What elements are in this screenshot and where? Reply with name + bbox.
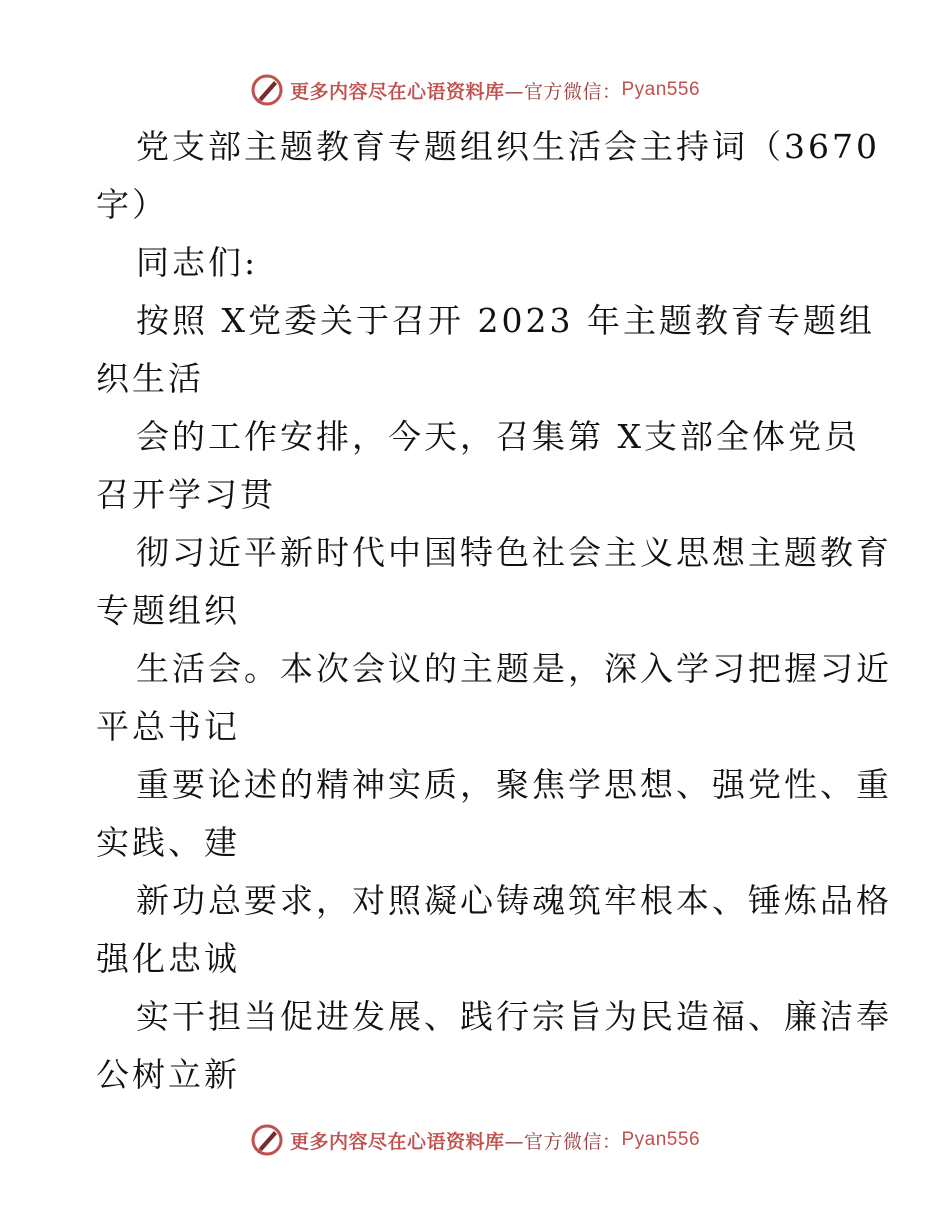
doc-line: 彻习近平新时代中国特色社会主义思想主题教育 [136, 533, 892, 572]
doc-line: 重要论述的精神实质，聚焦学思想、强党性、重 [136, 765, 892, 804]
doc-line: 公树立新 [96, 1055, 240, 1094]
watermark-banner-bottom [0, 1120, 950, 1160]
doc-line: 平总书记 [96, 707, 240, 746]
doc-line: 织生活 [96, 359, 204, 398]
watermark-text-main: 更多内容尽在心语资料库 [289, 1130, 505, 1153]
doc-line: 生活会。本次会议的主题是，深入学习把握习近 [136, 649, 892, 688]
doc-line: 字） [96, 185, 168, 224]
watermark-text-sep: —官方微信： [504, 80, 622, 103]
watermark-text-id: Pyan556 [621, 1129, 701, 1150]
doc-line: 党支部主题教育专题组织生活会主持词（3670 [136, 127, 880, 166]
watermark-text-id: Pyan556 [621, 79, 701, 100]
doc-line: 按照 X党委关于召开 2023 年主题教育专题组 [136, 301, 875, 340]
watermark-text-main: 更多内容尽在心语资料库 [289, 80, 505, 103]
doc-line: 新功总要求，对照凝心铸魂筑牢根本、锤炼品格 [136, 881, 892, 920]
pen-logo-icon [250, 73, 284, 107]
document-body [96, 118, 892, 1104]
pen-logo-icon [250, 1123, 284, 1157]
doc-line: 实践、建 [96, 823, 240, 862]
doc-line: 强化忠诚 [96, 939, 240, 978]
doc-line: 召开学习贯 [96, 475, 276, 514]
doc-line: 同志们: [136, 243, 259, 282]
doc-line: 实干担当促进发展、践行宗旨为民造福、廉洁奉 [136, 997, 892, 1036]
doc-line: 会的工作安排，今天，召集第 X支部全体党员 [136, 417, 860, 456]
watermark-text-sep: —官方微信： [504, 1130, 622, 1153]
watermark-banner-top [0, 70, 950, 110]
doc-line: 专题组织 [96, 591, 240, 630]
